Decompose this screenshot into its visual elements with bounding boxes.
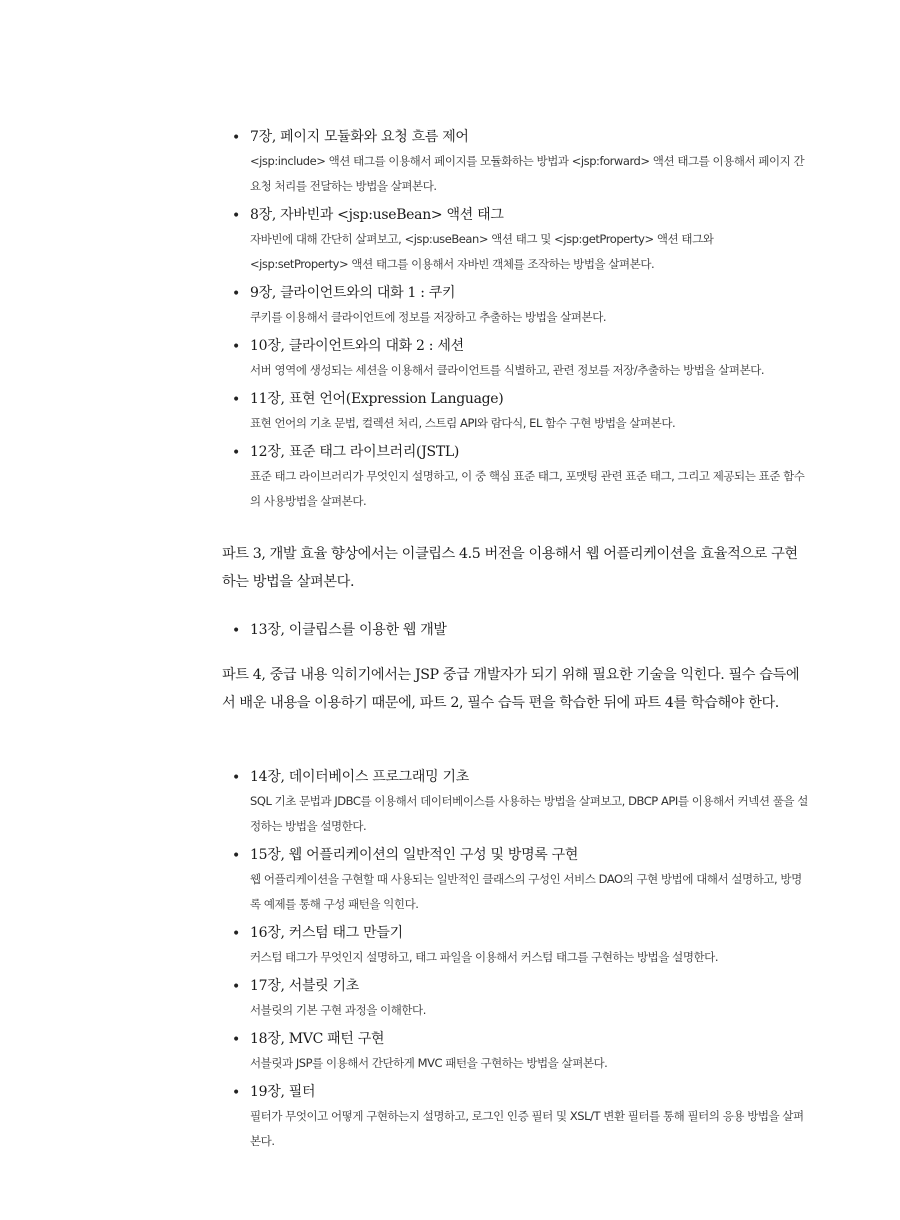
chapter-title: 9장, 클라이언트와의 대화 1 : 쿠키 [250,285,456,301]
list-item [230,619,810,641]
chapter-title: 11장, 표현 언어(Expression Language) [250,391,504,407]
list-item [230,1081,810,1154]
chapter-description: 커스텀 태그가 무엇인지 설명하고, 태그 파일을 이용해서 커스텀 태그를 구현하는 방법을 설명한다. [250,950,719,964]
chapter-title: 17장, 서블릿 기초 [250,978,360,994]
chapter-title: 15장, 웹 어플리케이션의 일반적인 구성 및 방명록 구현 [250,847,579,863]
chapter-description: 표현 언어의 기초 문법, 컬렉션 처리, 스트림 API와 람다식, EL 함수 구현 방법을 살펴본다. [250,416,676,430]
chapter-description: SQL 기초 문법과 JDBC를 이용해서 데이터베이스를 사용하는 방법을 살펴보고, DBCP API를 이용해서 커넥션 풀을 설정하는 방법을 설명한다. [250,794,808,833]
list-item [230,282,810,330]
chapter-description: 표준 태그 라이브러리가 무엇인지 설명하고, 이 중 핵심 표준 태그, 포맷팅 관련 표준 태그, 그리고 제공되는 표준 함수의 사용방법을 살펴본다. [250,469,805,508]
chapter-title: 7장, 페이지 모듈화와 요청 흐름 제어 [250,129,469,145]
part4-intro-paragraph: 파트 4, 중급 내용 익히기에서는 JSP 중급 개발자가 되기 위해 필요한 기술을 익힌다. 필수 습득에서 배운 내용을 이용하기 때문에, 파트 2, 필수 습득 편을 학습한 뒤에 파트 4를 학습해야 한다. [222,667,800,711]
bullet-icon: • [232,286,241,302]
chapter-description: 쿠키를 이용해서 클라이언트에 정보를 저장하고 추출하는 방법을 살펴본다. [250,310,607,324]
bullet-icon: • [232,770,241,786]
chapter-description: 웹 어플리케이션을 구현할 때 사용되는 일반적인 클래스의 구성인 서비스 DAO의 구현 방법에 대해서 설명하고, 방명록 예제를 통해 구성 패턴을 익힌다. [250,872,802,911]
bullet-icon: • [232,339,241,355]
list-item [230,766,810,839]
list-item [230,975,810,1023]
bullet-icon: • [232,848,241,864]
chapter-title: 14장, 데이터베이스 프로그래밍 기초 [250,769,469,785]
chapter-description: 필터가 무엇이고 어떻게 구현하는지 설명하고, 로그인 인증 필터 및 XSL/T 변환 필터를 통해 필터의 응용 방법을 살펴본다. [250,1109,804,1148]
chapter-title: 13장, 이클립스를 이용한 웹 개발 [250,622,447,638]
list-item [230,441,810,514]
chapter-title: 16장, 커스텀 태그 만들기 [250,925,403,941]
list-item [230,388,810,436]
chapter-list-part3 [230,619,810,646]
chapter-description: 서버 영역에 생성되는 세션을 이용해서 클라이언트를 식별하고, 관련 정보를 저장/추출하는 방법을 살펴본다. [250,363,765,377]
chapter-title: 10장, 클라이언트와의 대화 2 : 세션 [250,338,464,354]
chapter-description: <jsp:include> 액션 태그를 이용해서 페이지를 모듈화하는 방법과 <jsp:forward> 액션 태그를 이용해서 페이지 간 요청 처리를 전달하는 방법을 살펴본다. [250,154,805,193]
bullet-icon: • [232,1032,241,1048]
bullet-icon: • [232,1085,241,1101]
chapter-description: 서블릿과 JSP를 이용해서 간단하게 MVC 패턴을 구현하는 방법을 살펴본다. [250,1056,608,1070]
bullet-icon: • [232,445,241,461]
chapter-title: 8장, 자바빈과 <jsp:useBean> 액션 태그 [250,207,504,223]
chapter-title: 12장, 표준 태그 라이브러리(JSTL) [250,444,460,460]
chapter-description: 자바빈에 대해 간단히 살펴보고, <jsp:useBean> 액션 태그 및 <jsp:getProperty> 액션 태그와 <jsp:setProperty> 액션 태그를 이용해서 자바빈 객체를 조작하는 방법을 살펴본다. [250,232,714,271]
bullet-icon: • [232,979,241,995]
list-item [230,204,810,277]
list-item [230,126,810,199]
bullet-icon: • [232,926,241,942]
chapter-title: 18장, MVC 패턴 구현 [250,1031,385,1047]
bullet-icon: • [232,623,241,639]
chapter-description: 서블릿의 기본 구현 과정을 이해한다. [250,1003,426,1017]
list-item [230,844,810,917]
bullet-icon: • [232,130,241,146]
bullet-icon: • [232,392,241,408]
chapter-list-part2 [230,126,810,519]
bullet-icon: • [232,208,241,224]
part3-intro-paragraph: 파트 3, 개발 효율 향상에서는 이클립스 4.5 버전을 이용해서 웹 어플리케이션을 효율적으로 구현하는 방법을 살펴본다. [222,546,798,590]
list-item [230,1028,810,1076]
list-item [230,335,810,383]
chapter-title: 19장, 필터 [250,1084,316,1100]
list-item [230,922,810,970]
chapter-list-part4 [230,766,810,1159]
